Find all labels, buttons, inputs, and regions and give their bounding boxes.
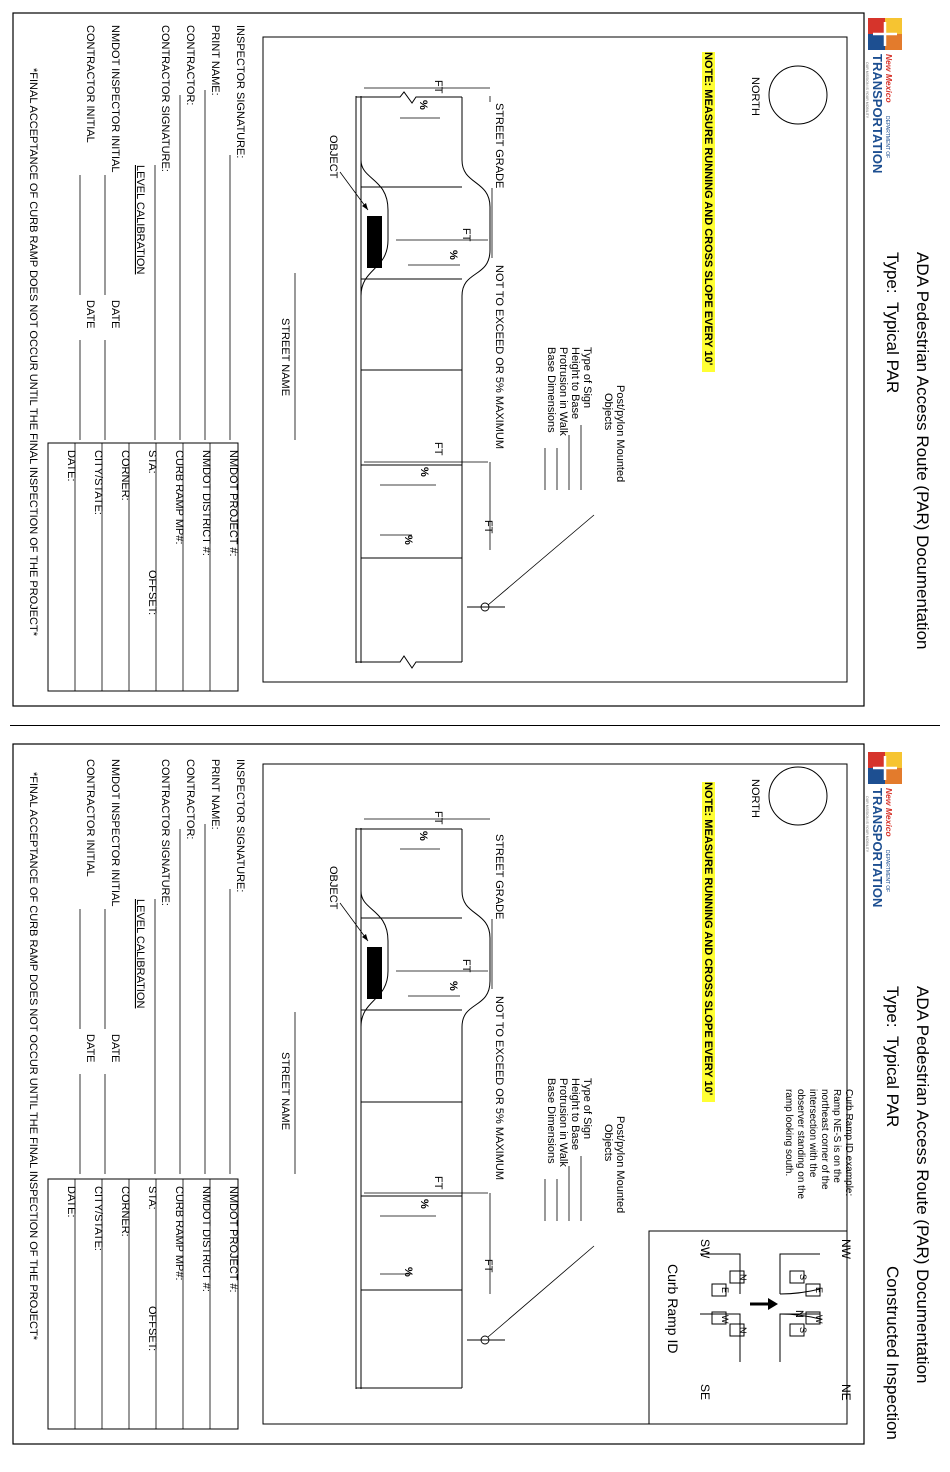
contractor-initial-label: CONTRACTOR INITIAL — [84, 25, 96, 143]
sheet-divider — [10, 725, 940, 726]
svg-text:DATE: DATE — [109, 1034, 121, 1063]
svg-text:CITY/STATE:: CITY/STATE: — [92, 1186, 104, 1251]
object-label: OBJECT — [327, 135, 339, 179]
ft-label-2: FT — [460, 228, 472, 242]
slope-note: NOTE: MEASURE RUNNING AND CROSS SLOPE EVERY 10' — [702, 782, 714, 1096]
svg-text:Height to Base: Height to Base — [569, 1078, 581, 1151]
svg-text:OFFSET:: OFFSET: — [146, 1306, 158, 1352]
type-value: Typical PAR — [883, 302, 902, 394]
svg-text:INSPECTOR SIGNATURE:: INSPECTOR SIGNATURE: — [234, 759, 246, 893]
footnote: *FINAL ACCEPTANCE OF CURB RAMP DOES NOT OCCUR UNTIL THE FINAL INSPECTION OF THE PROJECT* — [27, 68, 39, 637]
svg-text:N: N — [738, 1327, 748, 1334]
north-label: NORTH — [749, 77, 761, 116]
svg-text:CONTRACTOR:: CONTRACTOR: — [184, 759, 196, 840]
not-to-exceed-label: NOT TO EXCEED OR 5% MAXIMUM — [493, 265, 505, 449]
svg-text:STREET NAME: STREET NAME — [279, 1052, 291, 1131]
nmdot-project-label: NMDOT PROJECT #: — [227, 450, 239, 557]
dimensions — [364, 819, 490, 1294]
type-label: Type: — [883, 986, 902, 1028]
svg-text:LEVEL CALIBRATION: LEVEL CALIBRATION — [134, 899, 146, 1009]
svg-text:E: E — [720, 1287, 730, 1294]
compass-circle-icon — [769, 66, 827, 124]
pct-label-4: % — [402, 535, 414, 545]
diagram-north: N — [793, 1310, 805, 1318]
sheet-subtitle: Constructed Inspection — [883, 1266, 902, 1440]
svg-text:FT: FT — [482, 1259, 494, 1273]
curb-ramp-example — [783, 1089, 854, 1200]
corner-sw: SW — [698, 1239, 712, 1259]
corner-ne: NE — [839, 1384, 853, 1401]
corner-nw: NW — [839, 1239, 853, 1259]
nmdot-inspector-initial-label: NMDOT INSPECTOR INITIAL — [109, 25, 121, 173]
sheet-title: ADA Pedestrian Access Route (PAR) Documentation — [913, 252, 932, 650]
project-info-labels — [65, 1186, 239, 1351]
city-state-label: CITY/STATE: — [92, 450, 104, 515]
logo-state: New Mexico — [884, 54, 894, 103]
logo-agency: TRANSPORTATION — [870, 788, 885, 908]
signature-block — [84, 25, 246, 329]
svg-text:*FINAL ACCEPTANCE OF CURB RAMP: *FINAL ACCEPTANCE OF CURB RAMP DOES NOT OCCUR UNTIL THE FINAL INSPECTION OF THE PROJECT* — [27, 772, 39, 1341]
svg-text:DATE:: DATE: — [65, 1186, 77, 1218]
street-name-label: STREET NAME — [279, 318, 291, 397]
svg-text:Type of Sign: Type of Sign — [581, 1078, 593, 1140]
signature-blanks — [80, 824, 230, 1174]
logo-tagline: OUR MISSION IS YOUR MOBILITY — [865, 796, 869, 853]
svg-text:%: % — [402, 1267, 414, 1277]
signature-blanks — [80, 90, 230, 440]
nmdot-logo — [865, 752, 902, 907]
svg-text:Post/pylon Mounted: Post/pylon Mounted — [614, 1116, 626, 1214]
sidewalk-plan — [356, 828, 490, 1389]
svg-text:Ramp NE-S is on the: Ramp NE-S is on the — [831, 1089, 842, 1183]
date-label: DATE: — [65, 450, 77, 482]
post-item-height: Height to Base — [569, 347, 581, 420]
sheet-top — [0, 0, 950, 733]
svg-text:%: % — [418, 1199, 430, 1209]
logo-department: DEPARTMENT OF — [884, 116, 890, 159]
svg-text:OBJECT: OBJECT — [327, 866, 339, 910]
svg-text:CURB RAMP MP#:: CURB RAMP MP#: — [173, 1186, 185, 1281]
title-block — [883, 252, 932, 649]
svg-text:W: W — [720, 1315, 730, 1324]
post-item-base: Base Dimensions — [545, 347, 557, 433]
street-grade-label: STREET GRADE — [493, 103, 505, 189]
contractor-signature-label: CONTRACTOR SIGNATURE: — [159, 25, 171, 172]
type-value: Typical PAR — [883, 1036, 902, 1128]
inspector-date-label: DATE — [109, 300, 121, 329]
svg-text:Protrusion in Walk: Protrusion in Walk — [557, 1078, 569, 1167]
post-item-type-sign: Type of Sign — [581, 347, 593, 409]
sidewalk-plan — [356, 92, 490, 668]
contractor-date-label: DATE — [84, 300, 96, 329]
title-block — [883, 986, 932, 1440]
svg-text:S: S — [798, 1274, 808, 1281]
nmdot-district-label: NMDOT DISTRICT #: — [200, 450, 212, 556]
post-title-1: Post/pylon Mounted — [614, 385, 626, 483]
svg-text:NOT TO EXCEED OR 5% MAXIMUM: NOT TO EXCEED OR 5% MAXIMUM — [493, 996, 505, 1180]
contractor-label: CONTRACTOR: — [184, 25, 196, 106]
svg-text:Objects: Objects — [602, 1124, 614, 1162]
svg-text:W: W — [814, 1315, 824, 1324]
post-title-2: Objects — [602, 393, 614, 431]
corner-se: SE — [698, 1384, 712, 1401]
print-name-label: PRINT NAME: — [209, 25, 221, 96]
sheet-border — [13, 13, 864, 706]
svg-text:FT: FT — [460, 959, 472, 973]
sta-label: STA: — [146, 450, 158, 474]
nmdot-logo — [865, 18, 902, 173]
ft-label-1: FT — [432, 80, 444, 94]
ft-label-3: FT — [432, 442, 444, 456]
svg-text:%: % — [417, 831, 429, 841]
svg-text:S: S — [798, 1327, 808, 1334]
svg-text:NMDOT DISTRICT #:: NMDOT DISTRICT #: — [200, 1186, 212, 1292]
svg-text:FT: FT — [432, 1176, 444, 1190]
svg-text:NMDOT PROJECT #:: NMDOT PROJECT #: — [227, 1186, 239, 1293]
post-item-protrusion: Protrusion in Walk — [557, 347, 569, 436]
logo-tagline: OUR MISSION IS YOUR MOBILITY — [865, 62, 869, 119]
pct-label-1: % — [417, 100, 429, 110]
svg-text:PRINT NAME:: PRINT NAME: — [209, 759, 221, 830]
curb-ramp-id-title: Curb Ramp ID — [665, 1264, 681, 1354]
level-calibration-label: LEVEL CALIBRATION — [134, 165, 146, 275]
dimensions — [364, 88, 490, 550]
svg-text:observer standing on the: observer standing on the — [795, 1089, 806, 1200]
svg-text:intersection with the: intersection with the — [807, 1089, 818, 1178]
pct-label-3: % — [418, 467, 430, 477]
north-arrow-icon — [750, 1298, 778, 1310]
object-block-icon — [367, 216, 382, 268]
svg-text:Curb Ramp ID example:: Curb Ramp ID example: — [843, 1089, 854, 1197]
svg-text:Base Dimensions: Base Dimensions — [545, 1078, 557, 1164]
svg-text:northeast corner of the: northeast corner of the — [819, 1089, 830, 1190]
project-info-labels — [65, 450, 239, 615]
compass-circle-icon — [769, 767, 827, 825]
curb-ramp-mp-label: CURB RAMP MP#: — [173, 450, 185, 545]
svg-text:NMDOT INSPECTOR INITIAL: NMDOT INSPECTOR INITIAL — [109, 759, 121, 907]
ft-label-4: FT — [482, 520, 494, 534]
svg-text:E: E — [814, 1287, 824, 1294]
object-block-icon — [367, 947, 382, 999]
logo-agency: TRANSPORTATION — [870, 54, 885, 174]
svg-text:FT: FT — [432, 811, 444, 825]
sheet-bottom — [0, 734, 950, 1467]
svg-text:STREET GRADE: STREET GRADE — [493, 834, 505, 920]
svg-text:ramp looking south.: ramp looking south. — [783, 1089, 794, 1177]
svg-text:N: N — [738, 1274, 748, 1281]
logo-department: DEPARTMENT OF — [884, 850, 890, 893]
corner-label: CORNER: — [119, 450, 131, 501]
type-label: Type: — [883, 252, 902, 294]
svg-text:DATE: DATE — [84, 1034, 96, 1063]
curb-ramp-diagram — [665, 1239, 853, 1401]
signature-block — [84, 759, 246, 1063]
logo-state: New Mexico — [884, 788, 894, 837]
pct-label-2: % — [447, 250, 459, 260]
slope-note: NOTE: MEASURE RUNNING AND CROSS SLOPE EVERY 10' — [702, 52, 714, 366]
svg-text:CONTRACTOR INITIAL: CONTRACTOR INITIAL — [84, 759, 96, 877]
svg-text:CONTRACTOR SIGNATURE:: CONTRACTOR SIGNATURE: — [159, 759, 171, 906]
north-label: NORTH — [749, 779, 761, 818]
svg-text:STA:: STA: — [146, 1186, 158, 1210]
inspector-signature-label: INSPECTOR SIGNATURE: — [234, 25, 246, 159]
svg-text:%: % — [447, 981, 459, 991]
sheet-title: ADA Pedestrian Access Route (PAR) Documentation — [913, 986, 932, 1384]
offset-label: OFFSET: — [146, 570, 158, 616]
svg-text:CORNER:: CORNER: — [119, 1186, 131, 1237]
